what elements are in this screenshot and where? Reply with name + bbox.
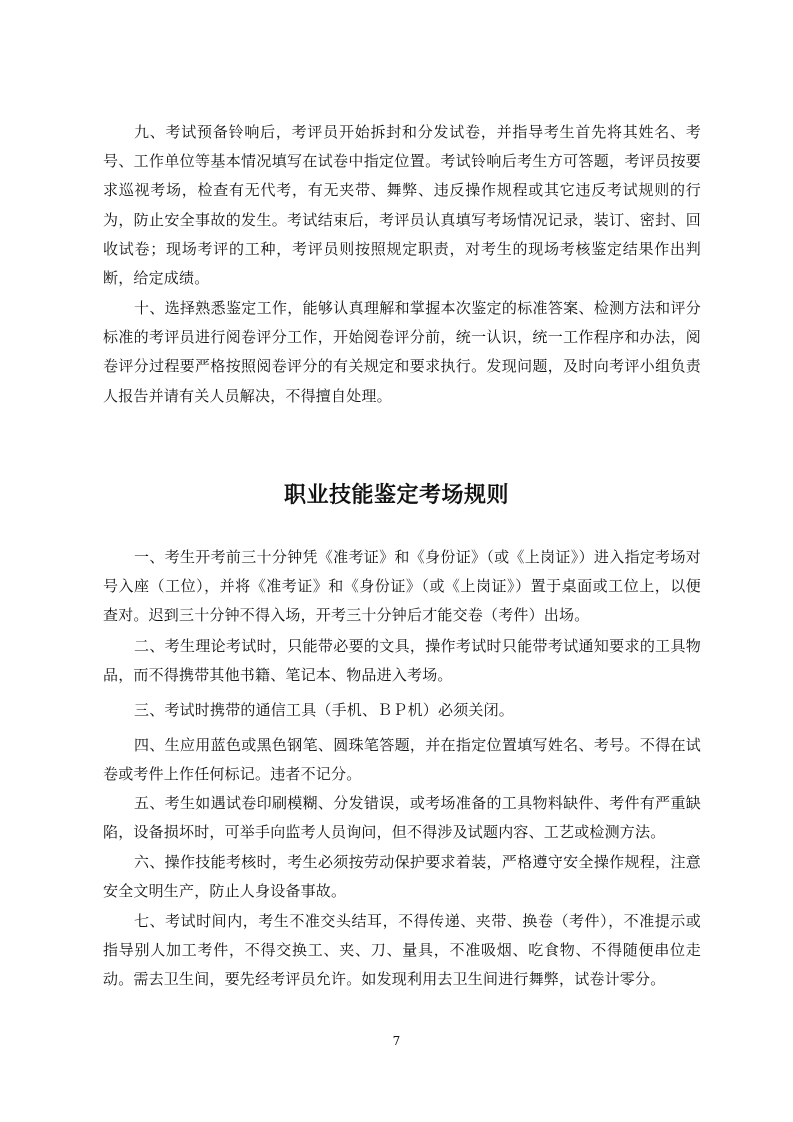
page-number: 7 xyxy=(392,1034,401,1048)
rule-item-4: 四、生应用蓝色或黑色钢笔、圆珠笔答题，并在指定位置填写姓名、考号。不得在试卷或考件上作任何标记。违者不记分。 xyxy=(103,736,701,784)
section-title: 职业技能鉴定考场规则 xyxy=(283,483,509,508)
paragraph-ten: 十、选择熟悉鉴定工作，能够认真理解和掌握本次鉴定的标准答案、检测方法和评分标准的考评员进行阅卷评分工作，开始阅卷评分前，统一认识，统一工作程序和办法，阅卷评分过程要严格按照阅卷评分的有关规定和要求执行。发现问题，及时向考评小组负责人报告并请有关人员解决，不得擅自处理。 xyxy=(103,299,701,405)
paragraph-nine: 九、考试预备铃响后，考评员开始拆封和分发试卷，并指导考生首先将其姓名、考号、工作单位等基本情况填写在试卷中指定位置。考试铃响后考生方可答题，考评员按要求巡视考场，检查有无代考，有无夹带、舞弊、违反操作规程或其它违反考试规则的行为，防止安全事故的发生。考试结束后，考评员认真填写考场情况记录，装订、密封、回收试卷；现场考评的工种，考评员则按照规定职责，对考生的现场考核鉴定结果作出判断，给定成绩。 xyxy=(103,123,701,288)
rule-item-1: 一、考生开考前三十分钟凭《准考证》和《身份证》（或《上岗证》）进入指定考场对号入座（工位），并将《准考证》和《身份证》（或《上岗证》）置于桌面或工位上，以便查对。迟到三十分钟不得入场，开考三十分钟后才能交卷（考件）出场。 xyxy=(103,548,701,625)
rule-item-5: 五、考生如遇试卷印刷模糊、分发错误，或考场准备的工具物料缺件、考件有严重缺陷，设备损坏时，可举手向监考人员询问，但不得涉及试题内容、工艺或检测方法。 xyxy=(103,794,701,842)
rule-item-2: 二、考生理论考试时，只能带必要的文具，操作考试时只能带考试通知要求的工具物品，而不得携带其他书籍、笔记本、物品进入考场。 xyxy=(103,637,701,685)
rule-item-3: 三、考试时携带的通信工具（手机、ＢＰ机）必须关闭。 xyxy=(134,701,515,719)
rule-item-7: 七、考试时间内，考生不准交头结耳，不得传递、夹带、换卷（考件），不准提示或指导别人加工考件，不得交换工、夹、刀、量具，不准吸烟、吃食物、不得随便串位走动。需去卫生间，要先经考评员允许。如发现利用去卫生间进行舞弊，试卷计零分。 xyxy=(103,912,701,989)
rule-item-6: 六、操作技能考核时，考生必须按劳动保护要求着装，严格遵守安全操作规程，注意安全文明生产，防止人身设备事故。 xyxy=(103,853,701,901)
